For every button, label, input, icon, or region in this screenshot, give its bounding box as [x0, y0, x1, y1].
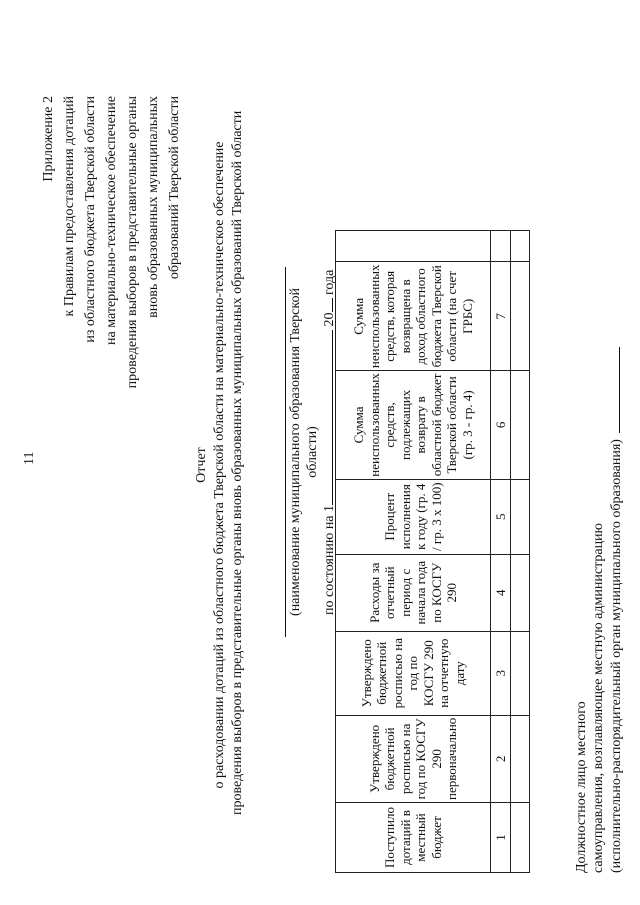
table-header-cell: Процент исполнения к году (гр. 4 / гр. 3 х 100) — [336, 479, 491, 554]
year-blank — [319, 298, 333, 312]
appendix-line: Приложение 2 — [41, 96, 56, 182]
table-header-cell: Сумма неиспользованных средств, подлежащих возврату в областной бюджет Тверской области (гр. 3 - гр. 4) — [336, 371, 491, 480]
table-data-cell — [511, 715, 530, 802]
table-data-cell — [511, 479, 530, 554]
signature-blank — [607, 347, 620, 433]
table-column-numbers-row — [491, 231, 511, 873]
table-header-cell: Поступило дотаций в местный бюджет — [336, 803, 491, 873]
appendix-line: образований Тверской области — [167, 96, 182, 280]
signature-block — [573, 347, 625, 873]
appendix-line: из областного бюджета Тверской области — [83, 96, 98, 343]
appendix-line: на материально-техническое обеспечение — [104, 96, 119, 345]
column-number-cell: 4 — [491, 554, 511, 631]
table-header-cell: Утверждено бюджетной росписью на год по КОСГУ 290 первоначально — [336, 715, 491, 802]
report-heading: Отчет — [194, 447, 209, 483]
signature-line: Должностное лицо местного — [574, 701, 589, 873]
table-data-cell — [511, 554, 530, 631]
appendix-line: проведения выборов в представительные органы — [125, 96, 140, 389]
column-number-cell: 2 — [491, 715, 511, 802]
column-number-cell: 3 — [491, 631, 511, 715]
signature-line: самоуправления, возглавляющее местную администрацию — [591, 522, 606, 873]
date-prefix: по состоянию на 1 — [322, 504, 337, 615]
appendix-header — [38, 96, 185, 496]
column-number-cell: 7 — [491, 262, 511, 371]
table-data-row — [511, 231, 530, 873]
table-data-cell — [511, 371, 530, 480]
table-header-cell: Сумма неиспользованных средств, которая возвращена в доход областного бюджета Тверской области (на счет ГРБС) — [336, 262, 491, 371]
column-number-spare-cell — [491, 231, 511, 262]
table-data-cell — [511, 262, 530, 371]
date-blank — [319, 330, 333, 505]
table-header-row — [336, 231, 491, 873]
table-header-spare-cell — [336, 231, 491, 262]
year-prefix: 20 — [322, 312, 337, 327]
table-data-cell — [511, 231, 530, 262]
signature-line: (исполнительно-распорядительный орган муниципального образования) — [609, 439, 624, 873]
report-title — [193, 110, 247, 815]
municipality-name-field — [285, 267, 321, 637]
municipality-name-line — [285, 267, 286, 637]
year-suffix: года — [322, 269, 337, 295]
municipality-caption: (наименование муниципального образования Тверской области) — [288, 288, 320, 616]
report-table — [335, 231, 530, 874]
column-number-cell: 6 — [491, 371, 511, 480]
table-header-cell: Утверждено бюджетной росписью на год по КОСГУ 290 на отчетную дату — [336, 631, 491, 715]
page-number: 11 — [22, 451, 37, 465]
table-data-cell — [511, 803, 530, 873]
report-title-line: о расходовании дотаций из областного бюджета Тверской области на материально-техническое обеспечение — [212, 141, 227, 789]
column-number-cell: 5 — [491, 479, 511, 554]
report-title-line: проведения выборов в представительные органы вновь образованных муниципальных образований Тверской области — [230, 110, 245, 815]
table-data-cell — [511, 631, 530, 715]
column-number-cell: 1 — [491, 803, 511, 873]
table-header-cell: Расходы за отчетный период с начала года по КОСГУ 290 — [336, 554, 491, 631]
appendix-line: к Правилам предоставления дотаций — [62, 96, 77, 317]
appendix-line: вновь образованных муниципальных — [146, 96, 161, 318]
